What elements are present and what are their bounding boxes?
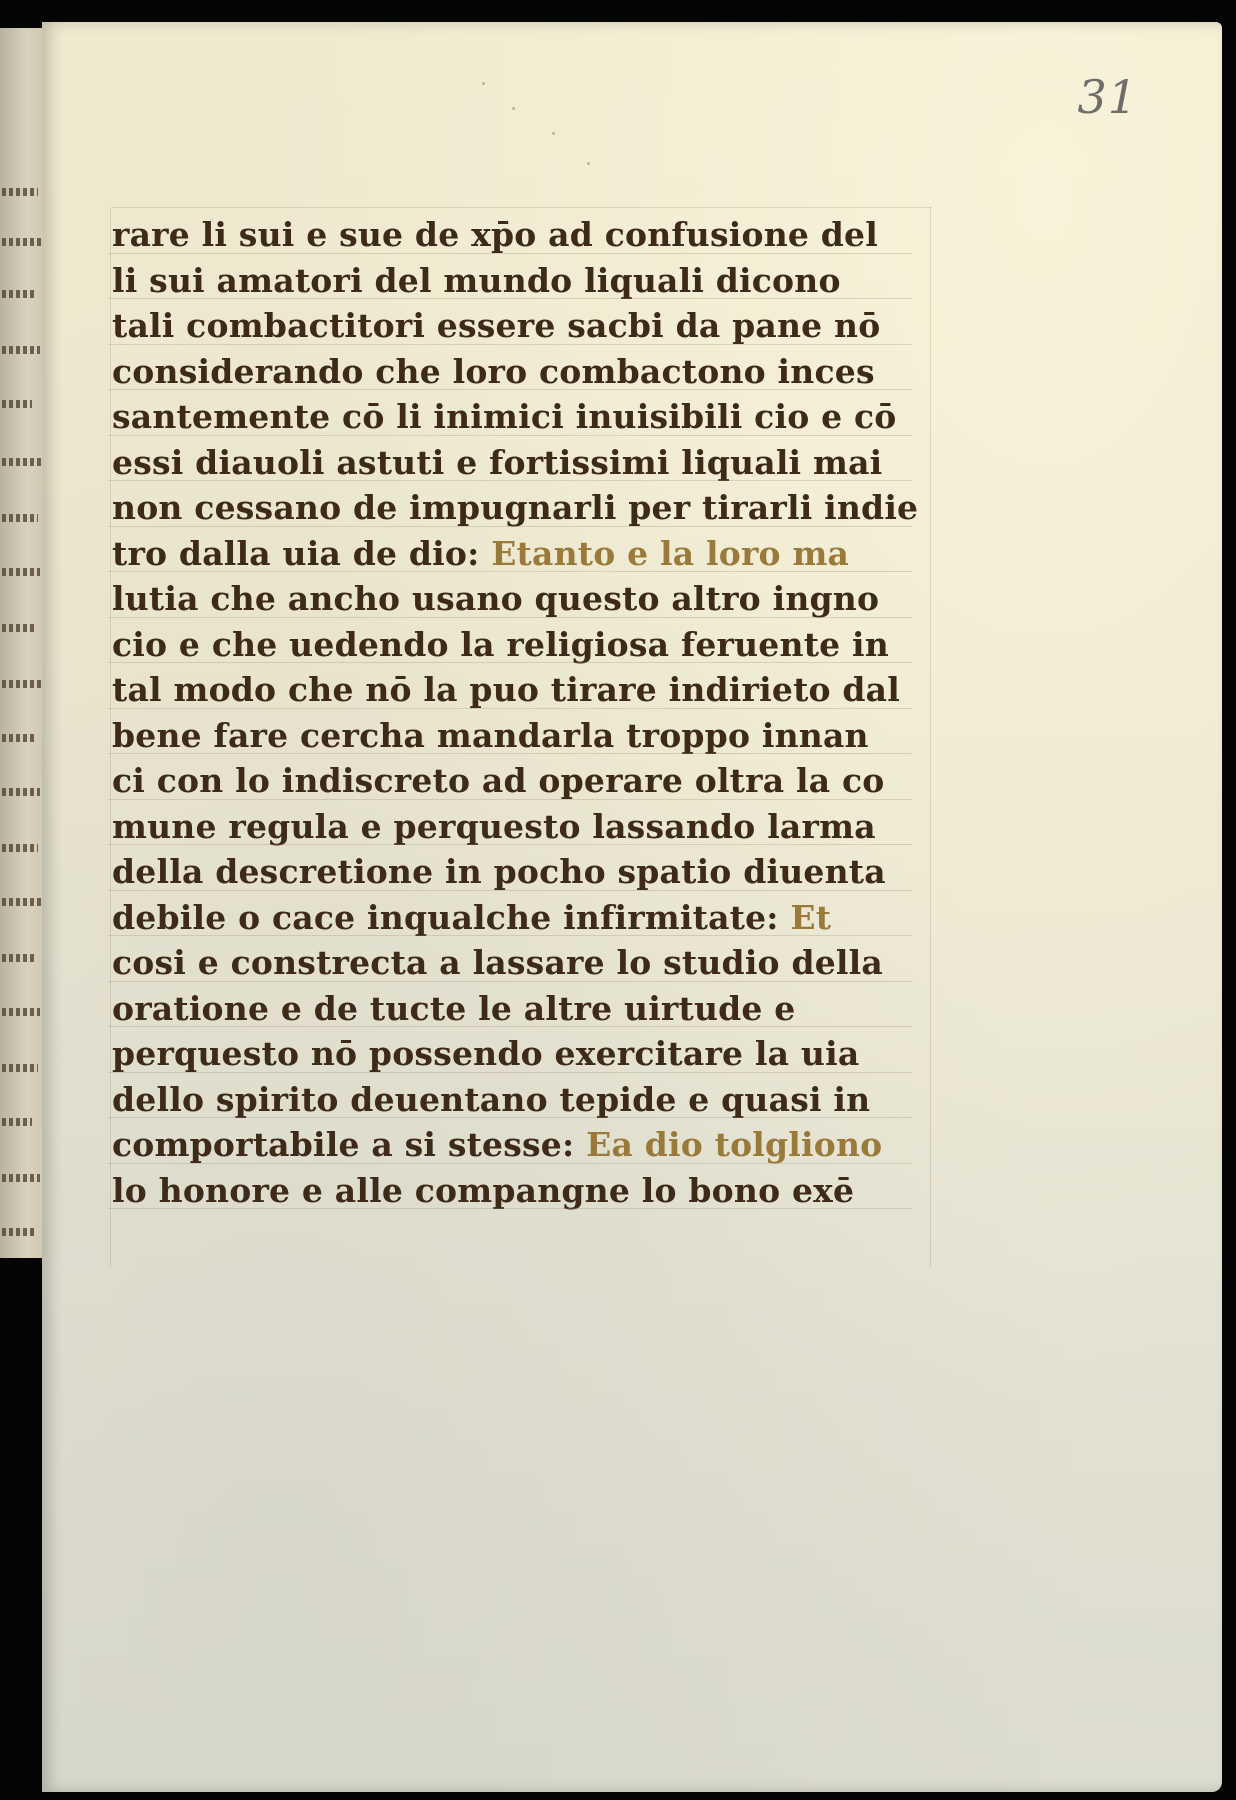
pricking-mark — [512, 107, 515, 110]
text-line-8-start: tro dalla uia de dio: — [112, 533, 480, 573]
text-line-18: oratione e de tucte le altre uirtude e — [112, 986, 892, 1032]
text-line-3: tali combactitori essere sacbi da pane nō — [112, 303, 892, 349]
text-line-8 — [112, 531, 892, 577]
folio-number: 31 — [1077, 70, 1138, 124]
rubric-initial-line-8: Etanto e la loro ma — [491, 533, 850, 573]
pricking-mark — [482, 82, 485, 85]
rubric-initial-line-21: Ea dio tolgliono — [586, 1125, 883, 1164]
text-line-5: santemente cō li inimici inuisibili cio e cō — [112, 394, 892, 440]
text-line-20: dello spirito deuentano tepide e quasi in — [112, 1077, 892, 1123]
pricking-mark — [587, 162, 590, 165]
manuscript-folio — [42, 22, 1222, 1792]
text-line-21-start: comportabile a si stesse: — [112, 1125, 575, 1164]
text-line-17: cosi e constrecta a lassare lo studio della — [112, 940, 892, 986]
text-line-11: tal modo che nō la puo tirare indirieto dal — [112, 667, 892, 713]
text-line-21 — [112, 1122, 892, 1168]
ruling-right — [930, 207, 931, 1267]
text-line-2: li sui amatori del mundo liquali dicono — [112, 258, 892, 304]
text-line-10: cio e che uedendo la religiosa feruente in — [112, 622, 892, 668]
text-line-6: essi diauoli astuti e fortissimi liquali mai — [112, 440, 892, 486]
text-line-22: lo honore e alle compangne lo bono exē — [112, 1168, 892, 1214]
pricking-mark — [552, 132, 555, 135]
text-line-15: della descretione in pocho spatio diuenta — [112, 849, 892, 895]
ruling-top — [112, 207, 932, 208]
text-line-12: bene fare cercha mandarla troppo innan — [112, 713, 892, 759]
text-line-13: ci con lo indiscreto ad operare oltra la co — [112, 758, 892, 804]
ruling-left — [110, 207, 111, 1267]
text-line-16-start: debile o cace inqualche infirmitate: — [112, 897, 779, 937]
rubric-initial-line-16: Et — [790, 897, 832, 937]
text-line-16 — [112, 895, 892, 941]
text-line-7: non cessano de impugnarli per tirarli indie — [112, 485, 892, 531]
text-block — [112, 212, 919, 1213]
text-line-19: perquesto nō possendo exercitare la uia — [112, 1031, 892, 1077]
text-line-4: considerando che loro combactono inces — [112, 349, 892, 395]
text-line-14: mune regula e perquesto lassando larma — [112, 804, 892, 850]
text-line-1: rare li sui e sue de xp̄o ad confusione del — [112, 212, 892, 258]
text-line-9: lutia che ancho usano questo altro ingno — [112, 576, 892, 622]
